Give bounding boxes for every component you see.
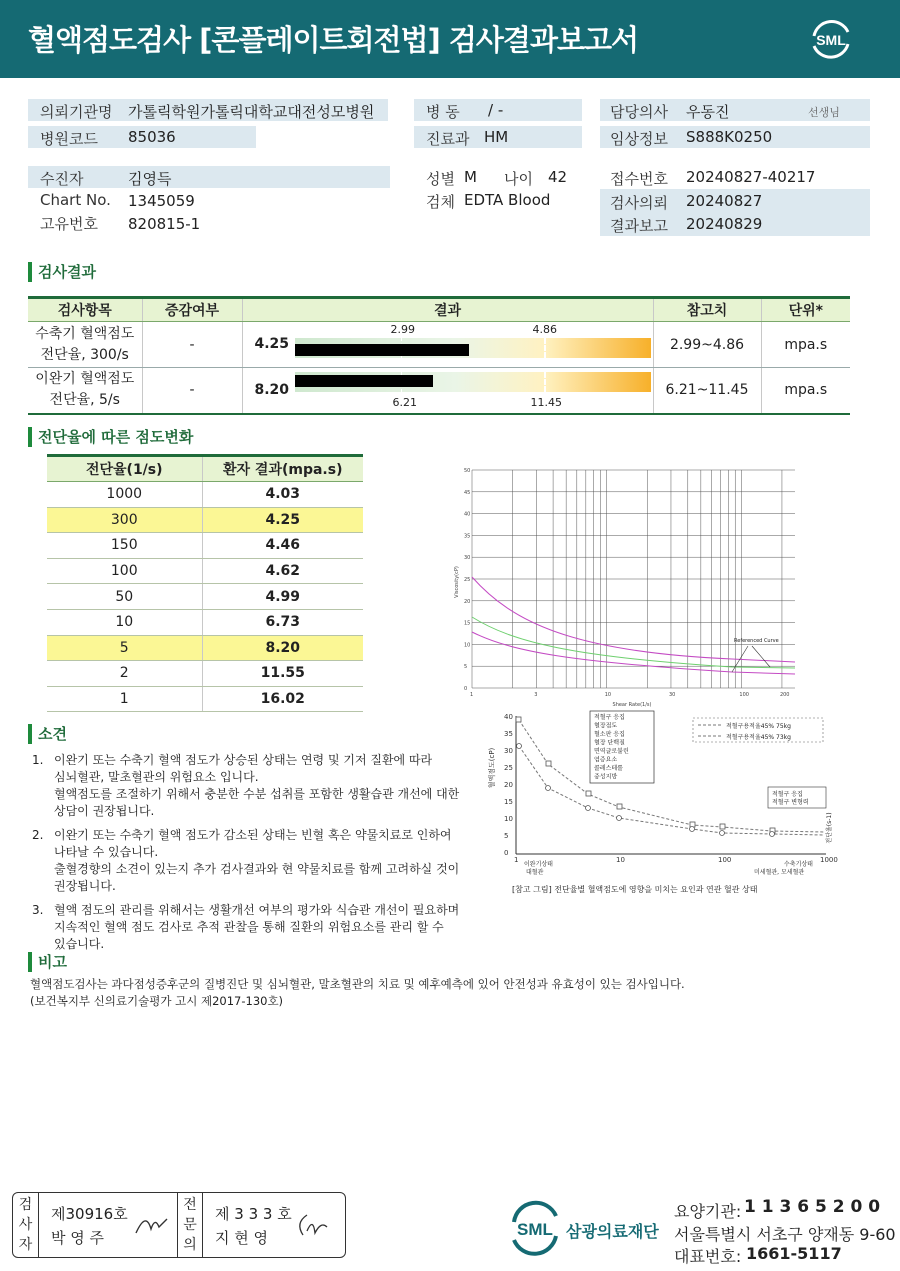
col-shear-rate: 전단율(1/s)	[47, 456, 202, 482]
remark-item	[30, 752, 470, 820]
ref-chart-y-tick: 30	[504, 747, 513, 755]
shear-rate-cell: 1000	[47, 482, 202, 508]
institution-value: 가톨릭학원가톨릭대학교대전성모병원	[128, 103, 375, 121]
report-title: 혈액점도검사 [콘플레이트회전법] 검사결과보고서	[28, 23, 638, 57]
col-item: 검사항목	[28, 298, 142, 322]
note-line: 혈액점도검사는 과다점성증후군의 질병진단 및 심뇌혈관, 말초혈관의 치료 및 예후예측에 있어 안전성과 유효성이 있는 검사입니다.	[30, 977, 685, 991]
hospital-code-value: 85036	[128, 128, 176, 146]
ref-chart-right-label: 전단율(s-1)	[826, 812, 833, 844]
doctor-suffix: 선생님	[808, 106, 840, 119]
checker-signature	[131, 1209, 171, 1239]
expert-label: 전 문 의	[177, 1193, 203, 1257]
item-name: 이완기 혈액점도	[35, 371, 135, 388]
shear-rate-cell: 300	[47, 507, 202, 533]
remark-line: 이완기 또는 수축기 혈액 점도가 감소된 상태는 빈혈 혹은 약물치료로 인하여	[54, 828, 452, 842]
shear-rate-cell: 10	[47, 609, 202, 635]
legend-73kg: 적혈구용적율45% 73kg	[726, 734, 791, 741]
chart-no-value: 1345059	[128, 192, 195, 210]
remark-item	[30, 902, 470, 953]
sex-label: 성별	[426, 170, 455, 188]
referenced-curve-label: Referenced Curve	[734, 638, 779, 644]
ref-chart-x-tick: 1	[514, 856, 519, 864]
expert-license: 제 3 3 3 호	[215, 1205, 292, 1223]
shear-rate-cell: 50	[47, 584, 202, 610]
ref-range: 6.21~11.45	[653, 368, 761, 414]
report-date-value: 20240829	[686, 215, 763, 233]
patient-result-cell: 4.03	[202, 482, 363, 508]
org-name: 삼광의료재단	[566, 1222, 659, 1241]
result-cell	[242, 368, 653, 414]
request-label: 검사의뢰	[610, 194, 668, 212]
shear-rate-cell: 150	[47, 533, 202, 559]
remark-line: 출혈경향의 소견이 있는지 추가 검사결과와 현 약물치료를 함께 고려하실 것이	[54, 862, 460, 876]
chart-no-label: Chart No.	[40, 191, 111, 209]
change-cell: -	[142, 322, 242, 368]
ref-chart-y-tick: 40	[504, 713, 513, 721]
factor-item: 콜레스테롤	[594, 765, 623, 772]
svg-text:SML: SML	[517, 1220, 553, 1239]
checker-label: 검 사 자	[13, 1193, 39, 1257]
viscosity-table	[47, 454, 363, 712]
result-cell	[242, 322, 653, 368]
viscosity-row	[47, 482, 363, 508]
patient-result-cell: 8.20	[202, 635, 363, 661]
reference-chart	[486, 708, 838, 900]
bottom-right-label: 수축기상태	[784, 861, 813, 868]
side-box-line: 적혈구 변형력	[772, 799, 809, 806]
dept-value: HM	[484, 128, 509, 146]
ref-low-label: 2.99	[390, 323, 415, 336]
factor-item: 혈소판 응집	[594, 731, 625, 738]
factor-item: 염증요소	[594, 756, 618, 764]
result-gauge-fill	[295, 344, 469, 356]
results-table	[28, 296, 850, 415]
remark-line: 심뇌혈관, 말초혈관의 위험요소 입니다.	[54, 770, 259, 784]
receipt-label: 접수번호	[610, 170, 668, 188]
chart-y-tick: 15	[464, 620, 471, 627]
chart-y-tick: 5	[464, 664, 468, 671]
shear-rate-cell: 1	[47, 686, 202, 712]
upper-reference-curve	[472, 577, 795, 662]
shear-rate-cell: 2	[47, 661, 202, 687]
ref-chart-y-tick: 15	[504, 798, 513, 806]
chart-y-tick: 50	[464, 468, 471, 474]
chart-x-tick: 10	[604, 692, 612, 698]
checker-license: 제30916호	[51, 1205, 128, 1223]
ref-chart-x-tick: 1000	[820, 856, 838, 864]
col-result: 결과	[242, 298, 653, 322]
chart-y-tick: 25	[464, 577, 471, 583]
chart-y-tick: 45	[464, 489, 471, 496]
report-header	[0, 0, 900, 78]
remark-number: 2.	[32, 828, 44, 842]
ref-chart-caption: [참고 그림] 전단율별 혈액점도에 영향을 미치는 요인과 연관 혈관 상태	[512, 885, 758, 894]
remark-line: 권장됩니다.	[54, 879, 116, 893]
org-logo-icon	[508, 1196, 562, 1256]
factor-item: 혈장 단백질	[594, 739, 625, 747]
expert-signature	[291, 1209, 331, 1239]
care-label: 요양기관:	[674, 1202, 742, 1221]
uid-value: 820815-1	[128, 215, 201, 233]
remark-line: 혈액점도를 조절하기 위해서 충분한 수분 섭취를 포함한 생활습관 개선에 대한	[54, 787, 460, 801]
clinical-value: S888K0250	[686, 128, 773, 146]
item-condition: 전단율, 5/s	[49, 392, 120, 409]
ward-label: 병 동	[426, 103, 460, 121]
age-label: 나이	[504, 170, 533, 188]
age-value: 42	[548, 168, 568, 186]
chart-x-tick: 100	[739, 692, 749, 698]
chart-y-tick: 30	[464, 555, 471, 562]
remark-number: 3.	[32, 903, 44, 917]
request-value: 20240827	[686, 192, 763, 210]
col-change: 증감여부	[142, 298, 242, 322]
shear-rate-cell: 5	[47, 635, 202, 661]
viscosity-section-title: 전단율에 따른 점도변화	[28, 427, 193, 447]
change-cell: -	[142, 368, 242, 414]
chart-x-tick: 200	[779, 692, 790, 698]
unit: mpa.s	[761, 368, 850, 414]
table-row	[28, 322, 850, 368]
patient-label: 수진자	[40, 170, 84, 188]
results-section-title: 검사결과	[28, 262, 96, 282]
viscosity-chart	[452, 462, 800, 712]
patient-result-cell: 4.25	[202, 507, 363, 533]
ref-chart-y-tick: 10	[504, 815, 513, 823]
result-gauge	[295, 372, 651, 392]
sex-value: M	[464, 168, 477, 186]
ward-value: / -	[488, 101, 504, 119]
bottom-left-label: 대혈관	[526, 869, 544, 876]
ref-high-label: 4.86	[532, 323, 557, 336]
ref-chart-y-tick: 5	[504, 832, 509, 840]
viscosity-row	[47, 661, 363, 687]
chart-y-tick: 0	[464, 686, 468, 692]
remark-line: 이완기 또는 수축기 혈액 점도가 상승된 상태는 연령 및 기저 질환에 따라	[54, 753, 433, 767]
item-condition: 전단율, 300/s	[40, 346, 129, 363]
uid-label: 고유번호	[40, 215, 98, 233]
chart-x-tick: 1	[470, 692, 474, 698]
ref-chart-y-tick: 0	[504, 849, 509, 857]
note-line: (보건복지부 신의료기술평가 고시 제2017-130호)	[30, 994, 284, 1008]
remark-number: 1.	[32, 753, 44, 767]
bottom-right-label: 미세혈관, 모세혈관	[754, 869, 805, 876]
hospital-code-label: 병원코드	[40, 130, 98, 148]
viscosity-row	[47, 507, 363, 533]
viscosity-row	[47, 533, 363, 559]
remark-item	[30, 827, 470, 895]
care-number: 1 1 3 6 5 2 0 0	[744, 1197, 881, 1217]
item-name: 수축기 혈액점도	[35, 325, 135, 342]
remark-line: 혈액 점도의 관리를 위해서는 생활개선 여부의 평가와 식습관 개선이 필요하며	[54, 903, 460, 917]
col-unit: 단위*	[761, 298, 850, 322]
chart-y-tick: 40	[464, 511, 471, 518]
patient-result-cell: 4.46	[202, 533, 363, 559]
patient-result-cell: 6.73	[202, 609, 363, 635]
viscosity-row	[47, 686, 363, 712]
svg-text:SML: SML	[816, 32, 846, 48]
remark-line: 있습니다.	[54, 937, 105, 951]
ref-chart-y-label: 혈액점도(cP)	[488, 747, 496, 789]
factor-item: 혈장점도	[594, 722, 618, 730]
patient-result-cell: 4.62	[202, 558, 363, 584]
bottom-left-label: 이완기상태	[524, 861, 553, 868]
tel-label: 대표번호:	[674, 1247, 742, 1266]
viscosity-row	[47, 609, 363, 635]
dept-label: 진료과	[426, 130, 470, 148]
ref-chart-x-tick: 10	[616, 856, 625, 864]
patient-value: 김영득	[128, 170, 172, 188]
table-row	[28, 368, 850, 414]
shear-rate-cell: 100	[47, 558, 202, 584]
clinical-label: 임상정보	[610, 130, 668, 148]
remark-line: 상담이 권장됩니다.	[54, 804, 155, 818]
chart-x-tick: 30	[668, 692, 676, 698]
remark-line: 지속적인 혈액 점도 검사로 추적 관찰을 통해 질환의 위험요소를 관리 할 수	[54, 920, 444, 934]
patient-result-cell: 16.02	[202, 686, 363, 712]
specimen-label: 검체	[426, 193, 455, 211]
viscosity-row	[47, 584, 363, 610]
result-gauge-fill	[295, 375, 434, 387]
result-value: 8.20	[254, 382, 290, 398]
note-section-title: 비고	[28, 952, 67, 972]
remarks-section-title: 소견	[28, 724, 67, 744]
result-gauge	[295, 338, 651, 358]
sml-logo	[806, 14, 856, 64]
ref-chart-y-tick: 25	[504, 764, 513, 772]
tel-number: 1661-5117	[746, 1244, 842, 1263]
chart-y-tick: 10	[464, 642, 471, 649]
institution-label: 의뢰기관명	[40, 103, 113, 121]
side-box-line: 적혈구 응집	[772, 791, 803, 798]
receipt-value: 20240827-40217	[686, 168, 816, 186]
address: 서울특별시 서초구 양재동 9-60	[674, 1225, 896, 1244]
col-ref: 참고치	[653, 298, 761, 322]
factor-item: 적혈구 응집	[594, 714, 625, 721]
chart-x-tick: 3	[534, 692, 538, 698]
ref-chart-x-tick: 100	[718, 856, 732, 864]
remarks-list	[30, 752, 470, 960]
checker-name: 박 영 주	[51, 1229, 105, 1247]
report-date-label: 결과보고	[610, 217, 668, 235]
factor-item: 면역글로불린	[594, 748, 629, 755]
patient-result-cell: 4.99	[202, 584, 363, 610]
expert-name: 지 현 영	[215, 1229, 269, 1247]
doctor-value: 우동진	[686, 103, 730, 121]
result-value: 4.25	[254, 336, 290, 352]
viscosity-row	[47, 635, 363, 661]
ref-low-label: 6.21	[392, 396, 417, 409]
doctor-label: 담당의사	[610, 103, 668, 121]
factor-item: 중성지방	[594, 773, 618, 781]
ref-chart-y-tick: 20	[504, 781, 513, 789]
specimen-value: EDTA Blood	[464, 191, 551, 209]
viscosity-row	[47, 558, 363, 584]
patient-result-cell: 11.55	[202, 661, 363, 687]
signature-box	[12, 1192, 346, 1258]
chart-y-tick: 35	[464, 533, 471, 540]
legend-75kg: 적혈구용적율45% 75kg	[726, 723, 791, 730]
col-patient-result: 환자 결과(mpa.s)	[202, 456, 363, 482]
ref-range: 2.99~4.86	[653, 322, 761, 368]
chart-x-label: Shear Rate(1/s)	[612, 702, 652, 708]
ref-high-label: 11.45	[530, 396, 562, 409]
chart-y-label: Viscosity(cP)	[454, 566, 460, 598]
unit: mpa.s	[761, 322, 850, 368]
remark-line: 나타날 수 있습니다.	[54, 845, 159, 859]
ref-chart-y-tick: 35	[504, 730, 513, 738]
chart-y-tick: 20	[464, 598, 471, 605]
